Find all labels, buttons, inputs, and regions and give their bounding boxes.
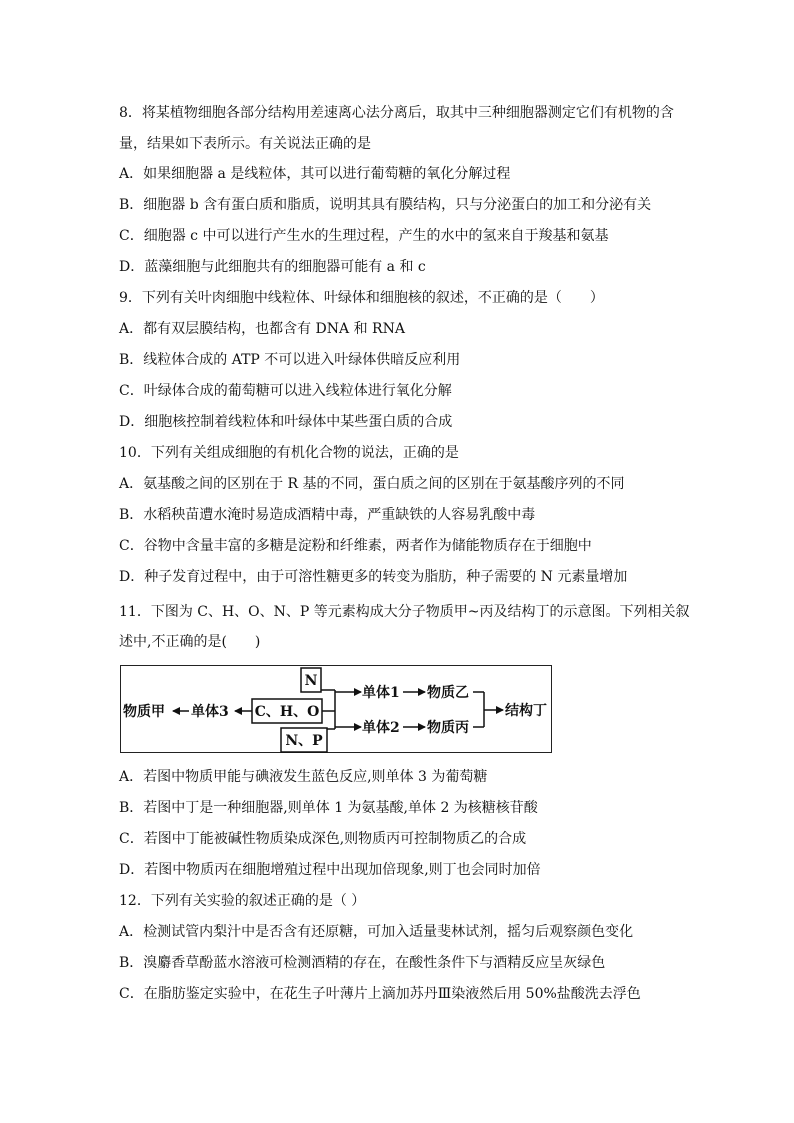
q8-option-d: D．蓝藻细胞与此细胞共有的细胞器可能有 a 和 c — [119, 259, 426, 275]
q11-stem-line2: 述中,不正确的是( ) — [119, 634, 261, 650]
q8-option-c: C．细胞器 c 中可以进行产生水的生理过程，产生的水中的氢来自于羧基和氨基 — [119, 228, 609, 244]
q10-option-b: B．水稻秧苗遭水淹时易造成酒精中毒，严重缺铁的人容易乳酸中毒 — [119, 507, 536, 523]
q12-option-c: C．在脂肪鉴定实验中，在花生子叶薄片上滴加苏丹Ⅲ染液然后用 50%盐酸洗去浮色 — [119, 986, 641, 1002]
element-n-label: N — [304, 673, 318, 689]
q8-option-b: B．细胞器 b 含有蛋白质和脂质，说明其具有膜结构，只与分泌蛋白的加工和分泌有关 — [119, 197, 652, 213]
monomer1-label: 单体1 — [362, 685, 400, 701]
diagram-canvas — [121, 666, 553, 754]
q9-option-d: D．细胞核控制着线粒体和叶绿体中某些蛋白质的合成 — [119, 414, 453, 430]
q10-option-a: A．氨基酸之间的区别在于 R 基的不同，蛋白质之间的区别在于氨基酸序列的不同 — [119, 476, 625, 492]
q11-option-c: C．若图中丁能被碱性物质染成深色,则物质丙可控制物质乙的合成 — [119, 831, 527, 847]
q9-option-b: B．线粒体合成的 ATP 不可以进入叶绿体供暗反应利用 — [119, 352, 461, 368]
monomer3-label: 单体3 — [191, 704, 229, 720]
substance-jia-label: 物质甲 — [123, 704, 165, 720]
q10-stem: 10．下列有关组成细胞的有机化合物的说法，正确的是 — [119, 445, 459, 461]
q12-option-b: B．溴麝香草酚蓝水溶液可检测酒精的存在，在酸性条件下与酒精反应呈灰绿色 — [119, 955, 606, 971]
structure-ding-label: 结构丁 — [505, 703, 547, 719]
monomer2-label: 单体2 — [362, 720, 400, 736]
q11-option-b: B．若图中丁是一种细胞器,则单体 1 为氨基酸,单体 2 为核糖核苷酸 — [119, 800, 538, 816]
q9-stem: 9．下列有关叶肉细胞中线粒体、叶绿体和细胞核的叙述，不正确的是（ ） — [119, 290, 604, 306]
substance-yi-label: 物质乙 — [427, 685, 469, 701]
substance-bing-label: 物质丙 — [427, 720, 469, 736]
q12-option-a: A．检测试管内梨汁中是否含有还原糖，可加入适量斐林试剂，摇匀后观察颜色变化 — [119, 924, 634, 940]
q11-option-d: D．若图中物质丙在细胞增殖过程中出现加倍现象,则丁也会同时加倍 — [119, 862, 541, 878]
q11-option-a: A．若图中物质甲能与碘液发生蓝色反应,则单体 3 为葡萄糖 — [119, 769, 488, 785]
element-np-label: N、P — [285, 733, 323, 749]
q8-option-a: A．如果细胞器 a 是线粒体，其可以进行葡萄糖的氧化分解过程 — [119, 166, 511, 182]
q11-element-diagram — [120, 665, 552, 753]
element-cho-label: C、H、O — [254, 704, 320, 720]
q9-option-a: A．都有双层膜结构，也都含有 DNA 和 RNA — [119, 321, 405, 337]
q10-option-d: D．种子发育过程中，由于可溶性糖更多的转变为脂肪，种子需要的 N 元素量增加 — [119, 569, 628, 585]
q12-stem: 12．下列有关实验的叙述正确的是（ ） — [119, 893, 366, 909]
q11-stem-line1: 11．下图为 C、H、O、N、P 等元素构成大分子物质甲~丙及结构丁的示意图。下列相关叙 — [119, 604, 690, 620]
q8-stem-line1: 8．将某植物细胞各部分结构用差速离心法分离后，取其中三种细胞器测定它们有机物的含 — [119, 105, 674, 121]
q9-option-c: C．叶绿体合成的葡萄糖可以进入线粒体进行氧化分解 — [119, 383, 452, 399]
q10-option-c: C．谷物中含量丰富的多糖是淀粉和纤维素，两者作为储能物质存在于细胞中 — [119, 538, 592, 554]
q8-stem-line2: 量，结果如下表所示。有关说法正确的是 — [119, 136, 371, 152]
